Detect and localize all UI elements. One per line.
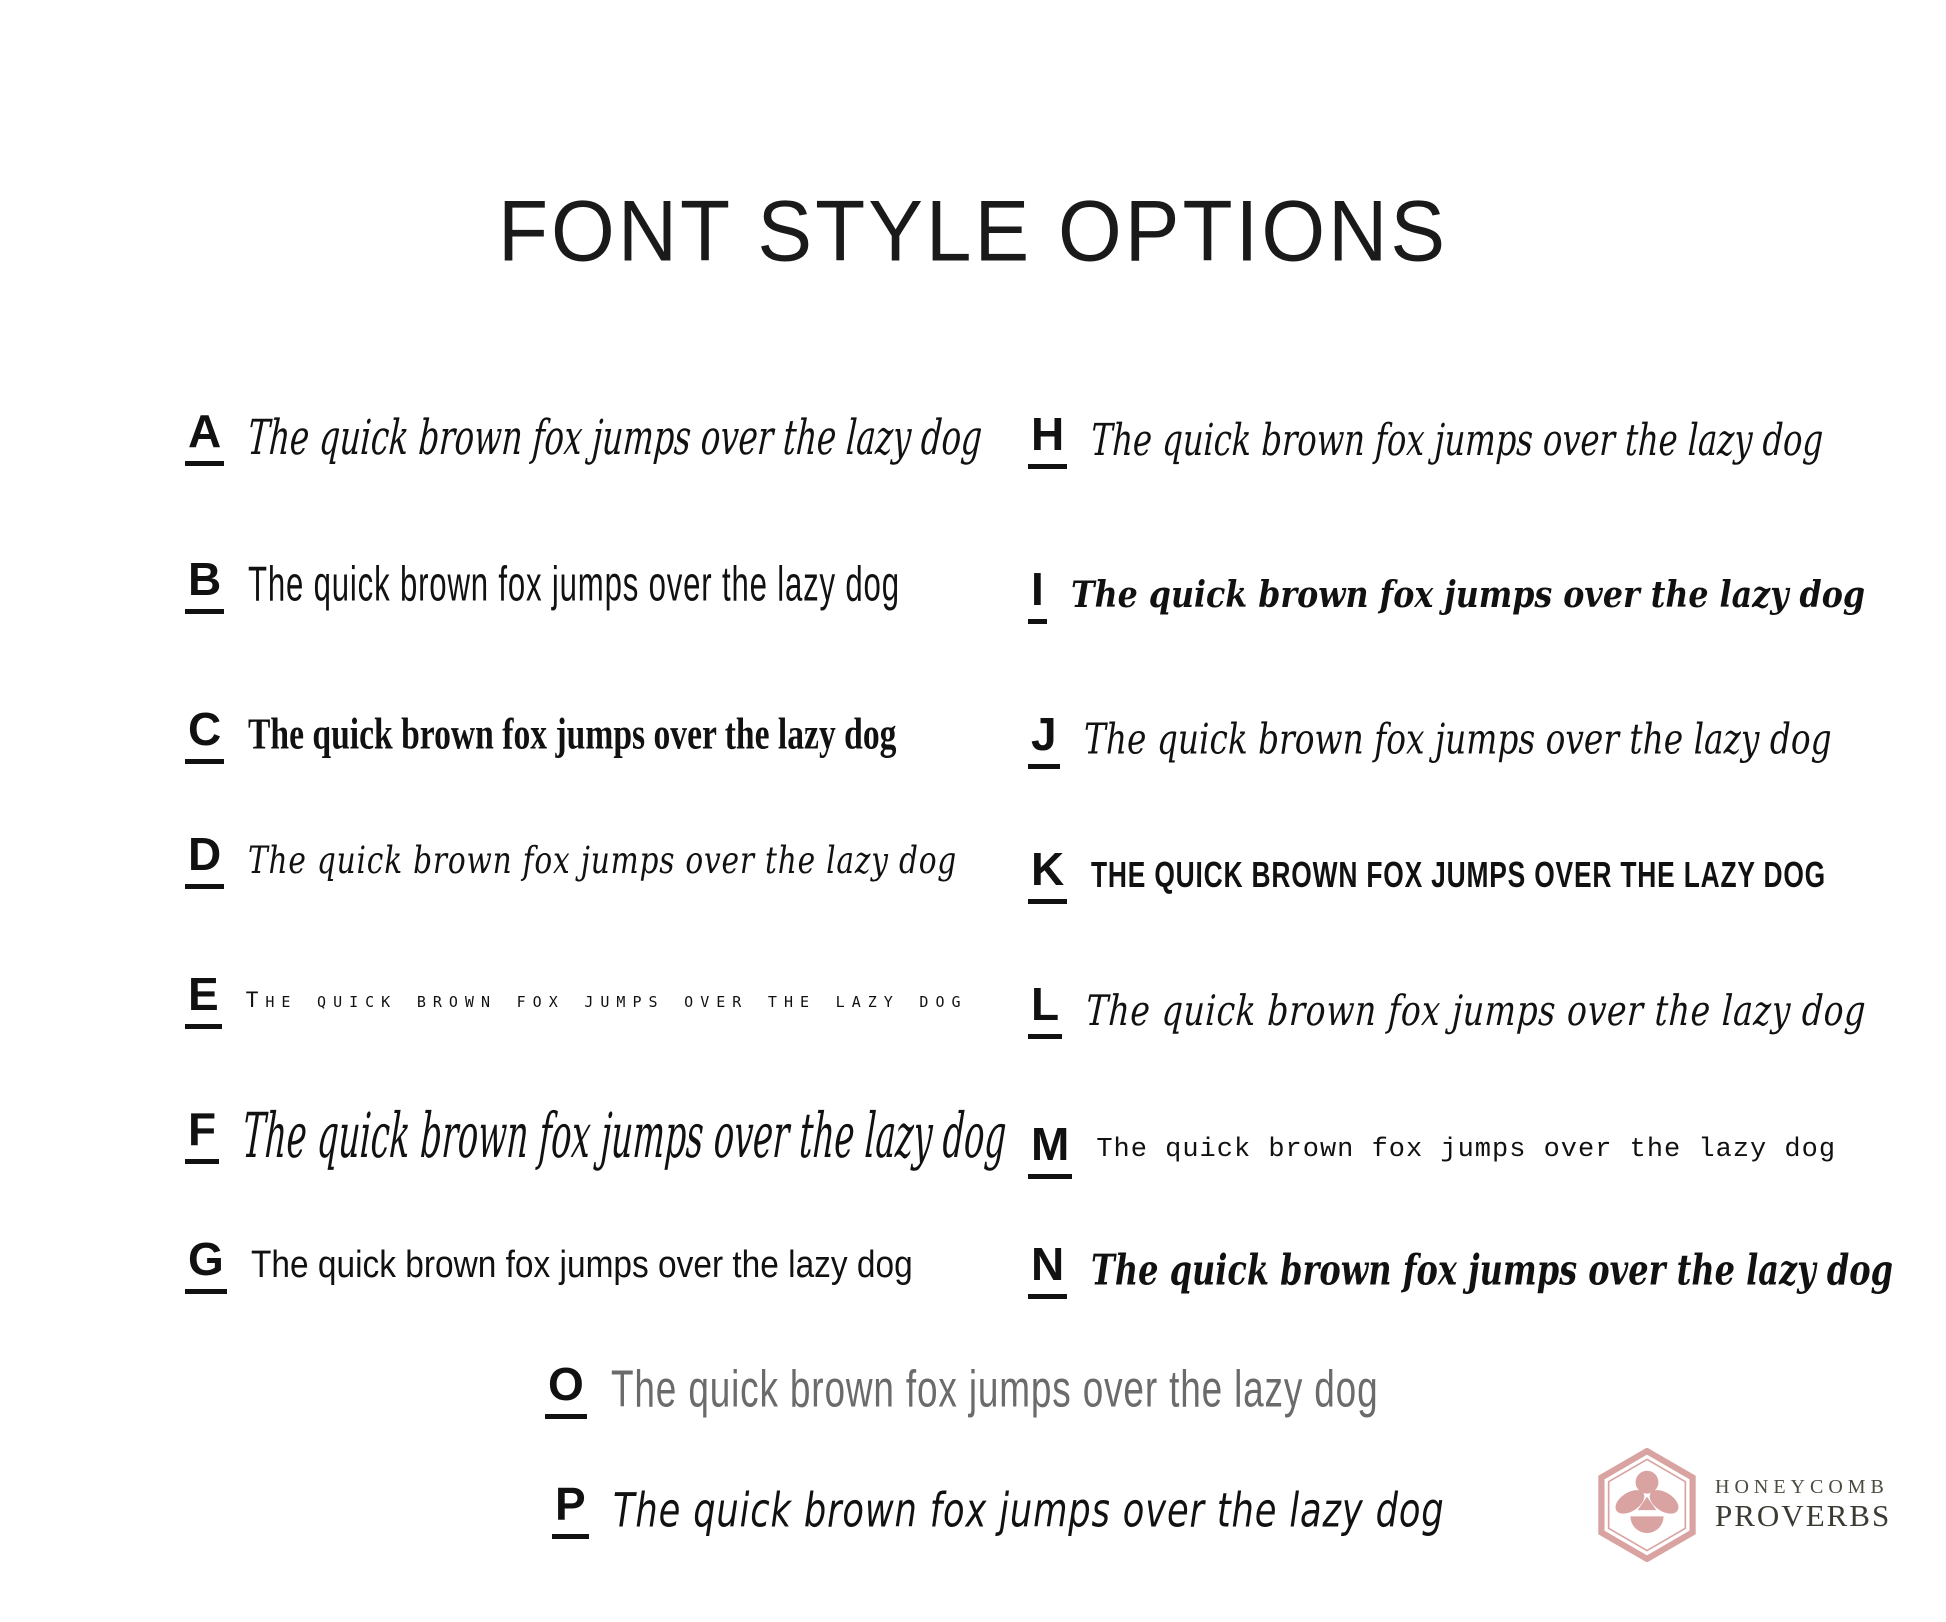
font-option-row-c: [185, 680, 1059, 790]
font-option-letter: N: [1028, 1241, 1067, 1299]
font-option-letter: J: [1028, 711, 1060, 769]
font-option-letter: A: [185, 408, 224, 466]
font-sample-text: The quick brown fox jumps over the lazy dog: [612, 1482, 1445, 1538]
brand-name-line2: PROVERBS: [1715, 1498, 1892, 1534]
font-option-row-l: [1028, 955, 1946, 1065]
font-option-row-g: [185, 1210, 1003, 1320]
font-sample-text: The quick brown fox jumps over the lazy dog: [1096, 1135, 1837, 1165]
brand-name: [1715, 1477, 1891, 1532]
font-sample-text: The quick brown fox jumps over the lazy dog: [248, 838, 958, 882]
font-option-letter: M: [1028, 1121, 1072, 1179]
font-option-letter: D: [185, 831, 224, 889]
font-option-row-n: [1028, 1215, 1946, 1325]
font-sample-text: The quick brown fox jumps over the lazy dog: [610, 1360, 1379, 1419]
font-option-letter: K: [1028, 846, 1067, 904]
font-option-letter: P: [552, 1481, 589, 1539]
font-option-letter: O: [545, 1361, 587, 1419]
font-sample-text: The quick brown fox jumps over the lazy dog: [1070, 574, 1865, 616]
font-option-row-h: [1028, 385, 1946, 495]
font-option-letter: I: [1028, 566, 1047, 624]
font-sample-text: The quick brown fox jumps over the lazy dog: [1090, 414, 1825, 466]
font-option-letter: B: [185, 556, 224, 614]
font-option-row-p: [552, 1455, 1603, 1565]
font-option-row-i: [1028, 540, 1946, 650]
font-option-row-b: [185, 530, 1043, 640]
brand-logo: [1595, 1448, 1891, 1562]
font-option-row-k: [1028, 820, 1946, 930]
font-option-letter: F: [185, 1106, 219, 1164]
font-option-row-o: [545, 1335, 1524, 1445]
font-sample-text: THE QUICK BROWN FOX JUMPS OVER THE LAZY DOG: [1091, 854, 1827, 895]
font-sample-text: The quick brown fox jumps over the lazy dog: [1083, 715, 1832, 765]
font-sample-text: The quick brown fox jumps over the lazy dog: [1084, 985, 1868, 1035]
font-option-row-m: [1028, 1095, 1836, 1205]
font-sample-text: The quick brown fox jumps over the lazy dog: [241, 1098, 1009, 1172]
font-option-row-j: [1028, 685, 1946, 795]
font-sample-text: The quick brown fox jumps over the lazy dog: [248, 557, 901, 612]
bee-hexagon-icon: [1595, 1448, 1699, 1562]
font-sample-text: The quick brown fox jumps over the lazy dog: [1091, 1245, 1894, 1295]
font-option-letter: H: [1028, 411, 1067, 469]
font-sample-text: The quick brown fox jumps over the lazy dog: [250, 1243, 913, 1286]
font-sample-text: The quick brown fox jumps over the lazy dog: [245, 988, 968, 1012]
brand-name-line1: HONEYCOMB: [1715, 1476, 1889, 1499]
font-option-row-d: [185, 805, 1135, 915]
font-sample-text: The quick brown fox jumps over the lazy dog: [246, 408, 985, 466]
font-option-letter: E: [185, 971, 222, 1029]
font-sample-text: The quick brown fox jumps over the lazy dog: [248, 710, 897, 760]
font-option-row-e: [185, 945, 968, 1055]
font-option-letter: L: [1028, 981, 1062, 1039]
page-title: FONT STYLE OPTIONS: [497, 183, 1449, 280]
font-option-letter: G: [185, 1236, 227, 1294]
font-option-letter: C: [185, 706, 224, 764]
